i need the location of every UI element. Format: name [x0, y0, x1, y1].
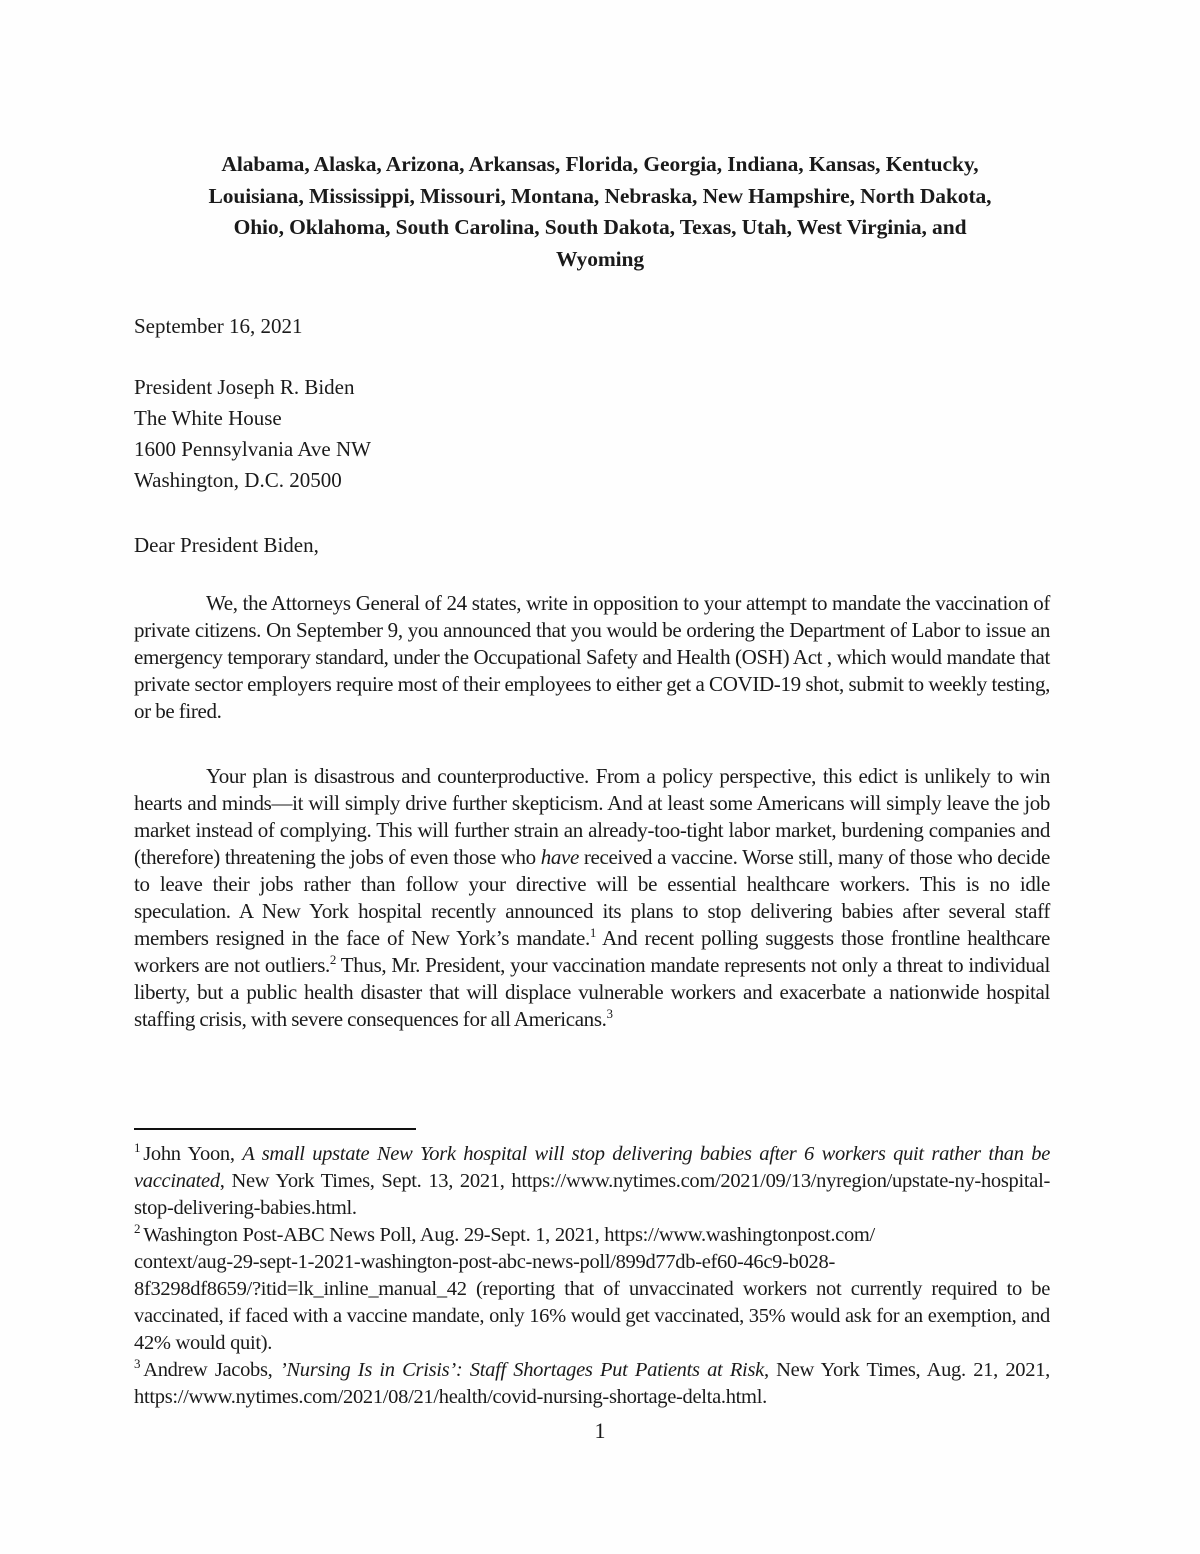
footnote-number: 3 — [134, 1356, 141, 1371]
footnote-ref-1[interactable]: 1 — [589, 925, 597, 940]
paragraph-text: Your plan is disastrous and counterproductive. From a policy perspective, this edict is unlikely to win hearts and minds—it will simply drive further skepticism. And at least some Americans will simply leave the job market instead of complying. This will further strain an already-too-tight labor market, burdening companies and (therefore) threatening the jobs of even those who — [134, 764, 1050, 869]
heading-line: Ohio, Oklahoma, South Carolina, South Dakota, Texas, Utah, West Virginia, and — [233, 215, 967, 239]
paragraph-text: received a vaccine. Worse still, many of those who decide to leave their jobs rather than follow your directive will be essential healthcare workers. This is no idle speculation. A New York hospital recently announced its plans to stop delivering babies after several staff members resigned in the face of New York’s mandate. — [134, 845, 1050, 950]
footnote-citation[interactable]: Washington Post-ABC News Poll, Aug. 29-Sept. 1, 2021, https://www.washingtonpost.com/ — [143, 1224, 875, 1246]
footnote-1 — [134, 1141, 1050, 1222]
footnote-2 — [134, 1222, 1050, 1357]
recipient-name: President Joseph R. Biden — [134, 375, 355, 399]
recipient-address-line: The White House — [134, 406, 282, 430]
footnote-citation: , New York Times, Sept. 13, 2021, https://www.nytimes.com/2021/09/13/nyregion/upstate-ny-hospital-stop-delivering-babies.html. — [134, 1170, 1050, 1219]
salutation: Dear President Biden, — [134, 533, 319, 557]
footnote-ref-3[interactable]: 3 — [606, 1006, 613, 1021]
footnote-3 — [134, 1357, 1050, 1411]
signatory-states-heading — [140, 149, 1060, 275]
paragraph-text: Thus, Mr. President, your vaccination mandate represents not only a threat to individual liberty, but a public health disaster that will displace vulnerable workers and exacerbate a nationwide hospital staffing crisis, with severe consequences for all Americans. — [134, 953, 1050, 1031]
footnote-number: 2 — [134, 1221, 141, 1236]
body-paragraph-2 — [134, 763, 1050, 1033]
recipient-address — [134, 372, 371, 496]
body-paragraph-1: We, the Attorneys General of 24 states, write in opposition to your attempt to mandate the vaccination of private citizens. On September 9, you announced that you would be ordering the Department of Labor to issue an emergency temporary standard, under the Occupational Safety and Health (OSH) Act , which would mandate that private sector employers require most of their employees to either get a COVID-19 shot, submit to weekly testing, or be fired. — [134, 591, 1050, 723]
recipient-address-line: Washington, D.C. 20500 — [134, 468, 342, 492]
emphasis-text: have — [540, 845, 579, 869]
footnote-title: ’Nursing Is in Crisis’: Staff Shortages Put Patients at Risk — [279, 1359, 764, 1381]
recipient-address-line: 1600 Pennsylvania Ave NW — [134, 437, 371, 461]
footnote-author: John Yoon, — [143, 1143, 243, 1165]
footnote-ref-2[interactable]: 2 — [329, 952, 337, 967]
letter-date: September 16, 2021 — [134, 314, 303, 338]
footnote-title: A small upstate New York hospital will stop delivering babies after 6 workers quit rather than be vaccinated — [134, 1143, 1051, 1192]
footnote-author: Andrew Jacobs, — [143, 1359, 280, 1381]
heading-line: Louisiana, Mississippi, Missouri, Montana, Nebraska, New Hampshire, North Dakota, — [208, 183, 992, 208]
footnote-divider — [134, 1128, 416, 1130]
footnote-line — [134, 1222, 1050, 1249]
heading-line: Wyoming — [555, 246, 645, 271]
footnote-url-line[interactable]: context/aug-29-sept-1-2021-washington-post-abc-news-poll/899d77db-ef60-46c9-b028- — [134, 1251, 835, 1273]
heading-line: Alabama, Alaska, Arizona, Arkansas, Florida, Georgia, Indiana, Kansas, Kentucky, — [221, 152, 979, 176]
footnote-number: 1 — [134, 1140, 141, 1155]
page-number: 1 — [594, 1418, 606, 1443]
footnote-citation: , New York Times, Aug. 21, 2021, https://www.nytimes.com/2021/08/21/health/covid-nursing-shortage-delta.html. — [134, 1359, 1050, 1408]
paragraph-text: And recent polling suggests those frontline healthcare workers are not outliers. — [134, 926, 1050, 977]
footnote-citation: 8f3298df8659/?itid=lk_inline_manual_42 (reporting that of unvaccinated workers not currently required to be vaccinated, if faced with a vaccine mandate, only 16% would get vaccinated, 35% would ask for an exemption, and 42% would quit). — [134, 1278, 1050, 1354]
